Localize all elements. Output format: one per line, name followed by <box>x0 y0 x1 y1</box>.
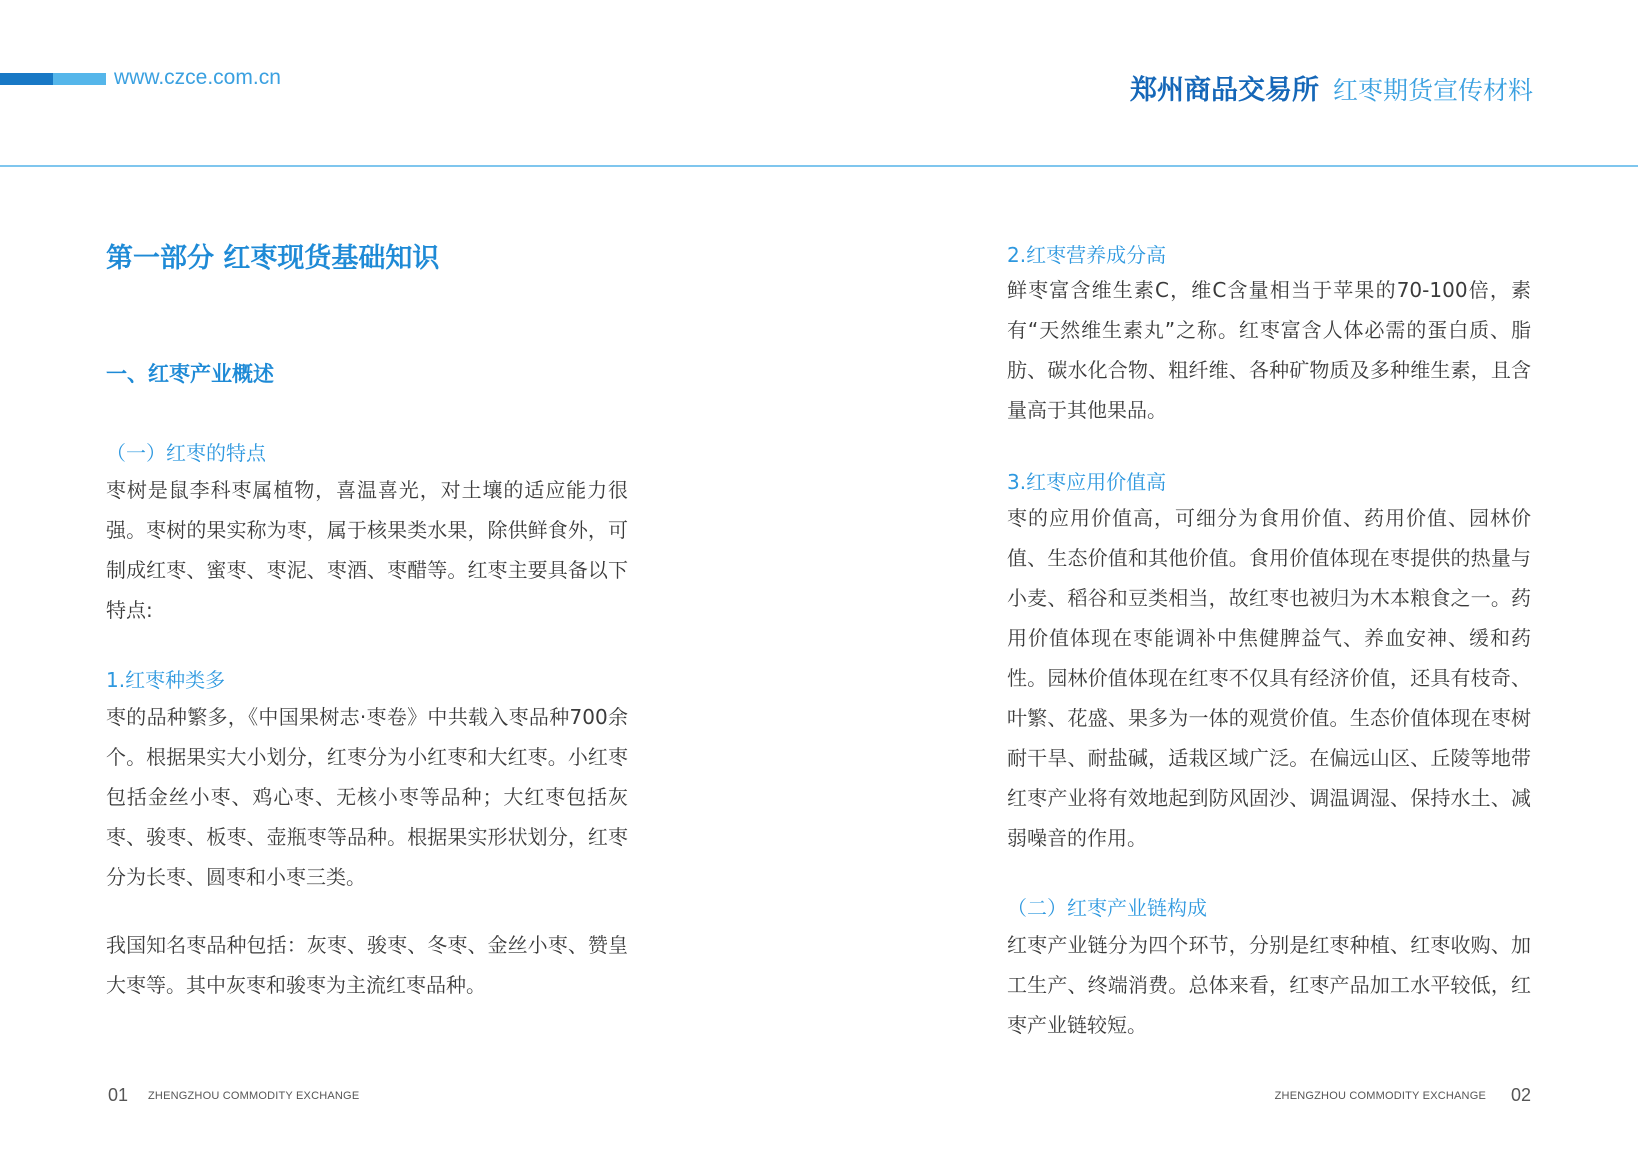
part-title: 第一部分 红枣现货基础知识 <box>106 243 440 274</box>
footer-page-number-right: 02 <box>1510 1085 1531 1105</box>
paragraph-industry-chain: 红枣产业链分为四个环节，分别是红枣种植、红枣收购、加工生产、终端消费。总体来看，红枣产品加工水平较低，红枣产业链较短。 <box>1007 933 1531 1037</box>
header-website-url: www.czce.com.cn <box>114 66 281 89</box>
header-doc-subtitle: 红枣期货宣传材料 <box>1332 76 1533 105</box>
section-title: 一、红枣产业概述 <box>106 362 274 386</box>
footer-exchange-name-left: ZHENGZHOU COMMODITY EXCHANGE <box>148 1090 360 1102</box>
subsection-title-features: （一）红枣的特点 <box>106 441 266 465</box>
header-title-group <box>1130 68 1533 107</box>
point-title-nutrition: 2.红枣营养成分高 <box>1007 243 1167 267</box>
header-divider <box>0 165 1638 167</box>
header-org-name: 郑州商品交易所 <box>1129 75 1319 106</box>
footer-exchange-name-right: ZHENGZHOU COMMODITY EXCHANGE <box>1274 1090 1486 1102</box>
footer-page-number-left: 01 <box>108 1085 129 1105</box>
paragraph-nutrition: 鲜枣富含维生素C，维C含量相当于苹果的70-100倍，素有“天然维生素丸”之称。红枣富含人体必需的蛋白质、脂肪、碳水化合物、粗纤维、各种矿物质及多种维生素，且含量高于其他果品。 <box>1007 278 1531 422</box>
paragraph-application-value: 枣的应用价值高，可细分为食用价值、药用价值、园林价值、生态价值和其他价值。食用价值体现在枣提供的热量与小麦、稻谷和豆类相当，故红枣也被归为木本粮食之一。药用价值体现在枣能调补中焦健脾益气、养血安神、缓和药性。园林价值体现在红枣不仅具有经济价值，还具有枝奇、叶繁、花盛、果多为一体的观赏价值。生态价值体现在枣树耐干旱、耐盐碱，适栽区域广泛。在偏远山区、丘陵等地带红枣产业将有效地起到防风固沙、调温调湿、保持水土、减弱噪音的作用。 <box>1007 506 1531 850</box>
point-title-varieties: 1.红枣种类多 <box>106 668 226 692</box>
point-title-application-value: 3.红枣应用价值高 <box>1007 470 1167 494</box>
header-accent-bar-light <box>53 73 106 85</box>
paragraph-varieties: 枣的品种繁多，《中国果树志·枣卷》中共载入枣品种700余个。根据果实大小划分，红枣分为小红枣和大红枣。小红枣包括金丝小枣、鸡心枣、无核小枣等品种；大红枣包括灰枣、骏枣、板枣、壶瓶枣等品种。根据果实形状划分，红枣分为长枣、圆枣和小枣三类。 <box>106 705 628 889</box>
paragraph-known-varieties: 我国知名枣品种包括：灰枣、骏枣、冬枣、金丝小枣、赞皇大枣等。其中灰枣和骏枣为主流红枣品种。 <box>106 933 628 997</box>
subsection-title-industry-chain: （二）红枣产业链构成 <box>1007 896 1207 920</box>
paragraph-features-intro: 枣树是鼠李科枣属植物，喜温喜光，对土壤的适应能力很强。枣树的果实称为枣，属于核果类水果，除供鲜食外，可制成红枣、蜜枣、枣泥、枣酒、枣醋等。红枣主要具备以下特点: <box>106 478 628 622</box>
header-accent-bar-dark <box>0 73 53 85</box>
